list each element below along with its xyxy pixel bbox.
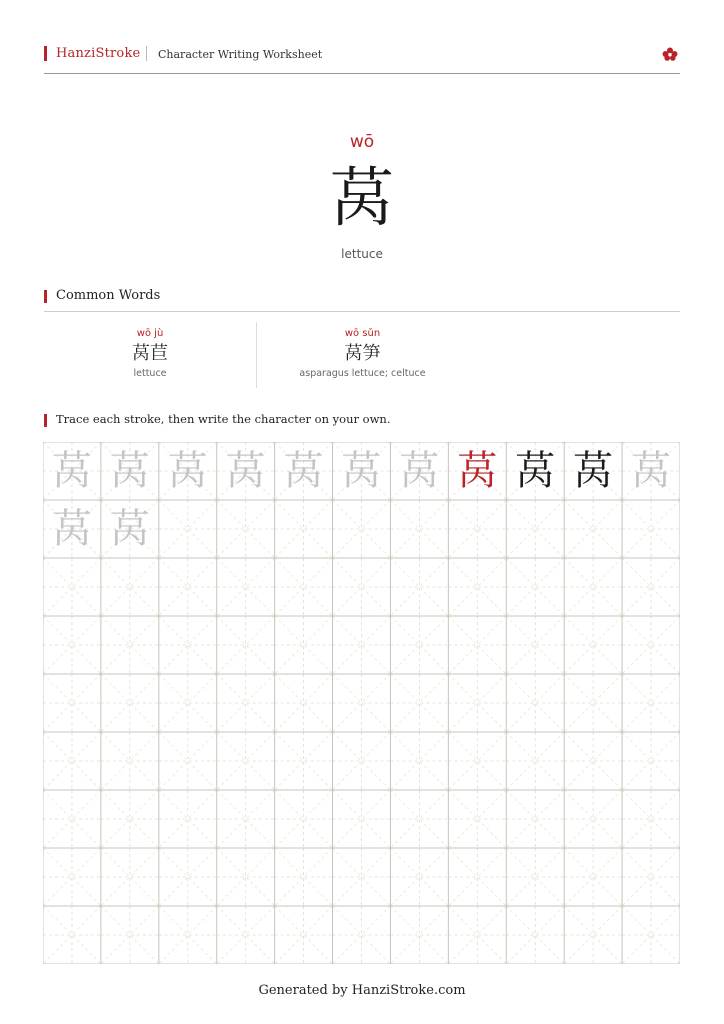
- practice-instruction: Trace each stroke, then write the character on your own.: [56, 412, 391, 426]
- practice-character: 莴: [457, 448, 498, 494]
- practice-character: 莴: [51, 506, 92, 552]
- word-pinyin: wō jù: [136, 328, 164, 339]
- stroke-order-cell: [217, 442, 275, 500]
- practice-heading: [44, 412, 680, 432]
- worksheet-header: [44, 44, 680, 74]
- practice-character: 莴: [51, 448, 92, 494]
- word-characters: 莴苣: [132, 343, 168, 364]
- practice-character: 莴: [573, 448, 614, 494]
- stroke-order-cell: [390, 442, 448, 500]
- hero-pinyin: wō: [349, 132, 375, 152]
- stroke-order-cell: [333, 442, 391, 500]
- plum-blossom-icon: [662, 47, 678, 61]
- footer-credit: Generated by HanziStroke.com: [258, 983, 466, 998]
- brand-accent-bar: [44, 46, 47, 61]
- trace-cell: [43, 500, 101, 558]
- word-characters: 莴笋: [344, 343, 381, 364]
- practice-character: 莴: [341, 448, 382, 494]
- practice-character: 莴: [225, 448, 266, 494]
- practice-character: 莴: [515, 448, 556, 494]
- common-words-title: Common Words: [56, 288, 161, 303]
- practice-character: 莴: [283, 448, 324, 494]
- practice-character: 莴: [399, 448, 440, 494]
- common-words-list: [44, 322, 680, 390]
- word-meaning: lettuce: [133, 368, 167, 379]
- header-subtitle: Character Writing Worksheet: [158, 48, 323, 61]
- stroke-order-cell: [101, 442, 159, 500]
- hero-meaning: lettuce: [341, 247, 383, 261]
- practice-character: 莴: [631, 448, 672, 494]
- practice-character: 莴: [109, 448, 150, 494]
- header-divider: [146, 46, 147, 61]
- stroke-order-cell: [506, 442, 564, 500]
- hero-character: 莴: [330, 162, 394, 236]
- stroke-order-cell: [43, 442, 101, 500]
- section-accent-bar: [44, 414, 47, 427]
- stroke-order-cell: [448, 442, 506, 500]
- word-pinyin: wō sǔn: [344, 328, 381, 339]
- stroke-order-cell: [564, 442, 622, 500]
- trace-cell: [622, 442, 680, 500]
- common-word-item: [256, 322, 468, 388]
- practice-character: 莴: [167, 448, 208, 494]
- section-accent-bar: [44, 290, 47, 303]
- stroke-order-cell: [159, 442, 217, 500]
- common-words-heading: [44, 288, 680, 312]
- brand-name[interactable]: HanziStroke: [56, 46, 141, 61]
- practice-grid[interactable]: [43, 442, 680, 964]
- trace-cell: [101, 500, 159, 558]
- stroke-order-cell: [275, 442, 333, 500]
- word-meaning: asparagus lettuce; celtuce: [299, 368, 426, 379]
- common-word-item: [44, 322, 256, 379]
- practice-character: 莴: [109, 506, 150, 552]
